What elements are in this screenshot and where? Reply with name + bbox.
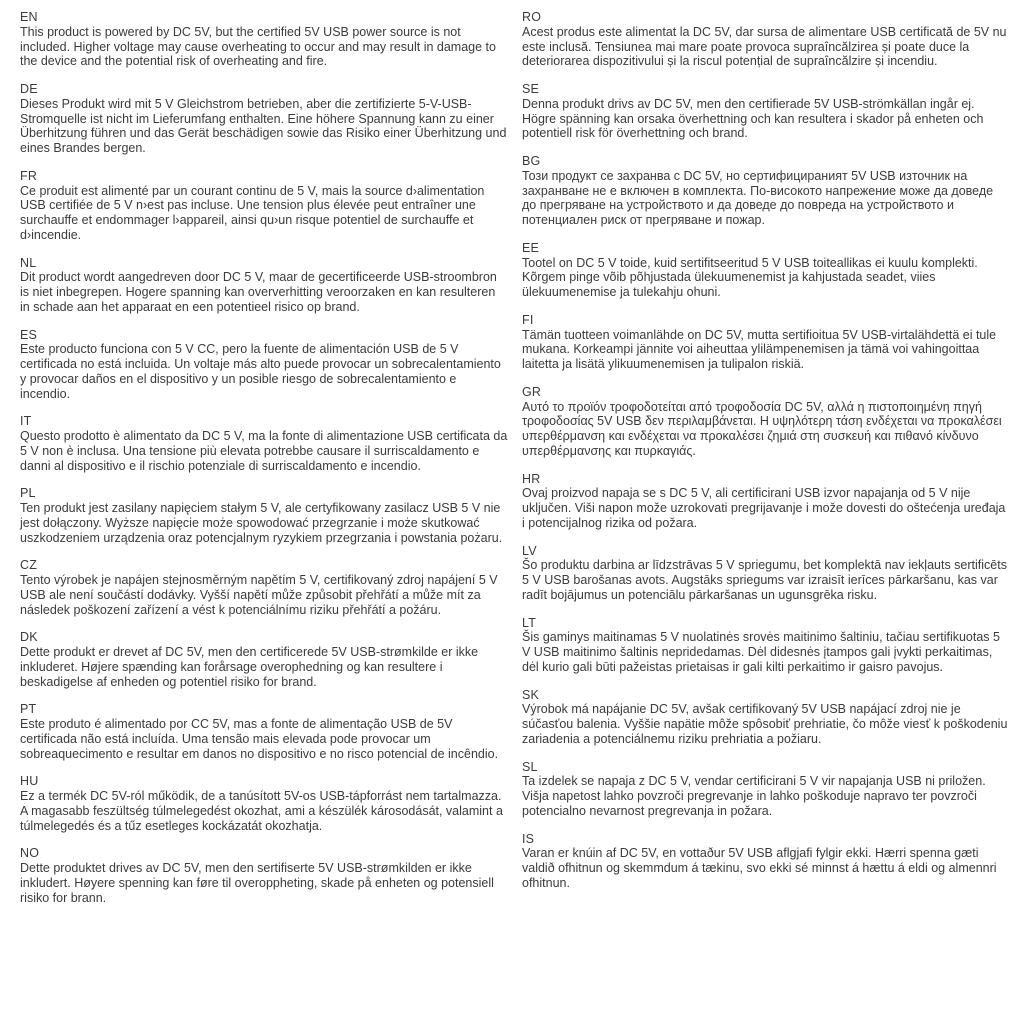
language-code: FR [20,168,38,183]
language-code: HU [20,774,39,789]
language-section-pt [20,702,508,761]
language-code: IS [522,831,535,846]
language-section-bg [522,154,1010,228]
column-right [522,10,1010,918]
language-code: SL [522,759,538,774]
language-code: GR [522,384,542,399]
language-section-en [20,10,508,69]
language-text: Šo produktu darbina ar līdzstrāvas 5 V spriegumu, bet komplektā nav iekļauts sertificēts 5 V USB barošanas avots. Augstāks spriegums var izraisīt ierīces pārkaršanu, kas var radīt bojājumus un potenciālu pārkaršanas un ugunsgrēka risku. [522,558,1007,602]
language-code: PT [20,702,37,717]
language-section-hr [522,472,1010,531]
language-text: Denna produkt drivs av DC 5V, men den certifierade 5V USB-strömkällan ingår ej. Högre spänning kan orsaka överhettning och kan resultera i skador på enheten och potentiell risk för överhettning och brand. [522,96,984,141]
language-code: SK [522,687,540,702]
language-text: Този продукт се захранва с DC 5V, но сертифицираният 5V USB източник на захранване не е включен в комплекта. По-високото напрежение може да доведе до прегряване на устройството и да доведе до повреда на устройството и потенциален риск от прегряване и пожар. [522,168,994,227]
language-section-se [522,82,1010,141]
language-section-sl [522,760,1010,819]
language-code: NL [20,255,37,270]
language-code: DK [20,630,38,645]
language-text: This product is powered by DC 5V, but the certified 5V USB power source is not included. Higher voltage may cause overheating to occur and may result in damage to the device and the potential risk of overheating and fire. [20,24,496,69]
language-text: Ta izdelek se napaja z DC 5 V, vendar certificirani 5 V vir napajanja USB ni priložen. Višja napetost lahko povzroči pregrevanje in lahko poškoduje napravo ter povzroči potencialno nevarnost pregrevanja in požara. [522,774,986,818]
language-section-is [522,832,1010,891]
language-section-it [20,414,508,473]
language-section-gr [522,385,1010,459]
language-code: HR [522,471,541,486]
language-text: Dieses Produkt wird mit 5 V Gleichstrom betrieben, aber die zertifizierte 5-V-USB-Stromquelle ist nicht im Lieferumfang enthalten. Eine höhere Spannung kann zu einer Überhitzung führen und das Gerät beschädigen sowie das Risiko einer Überhitzung und eines Brandes bergen. [20,96,507,155]
language-code: RO [522,10,542,24]
language-section-ee [522,241,1010,300]
language-text: Αυτό το προϊόν τροφοδοτείται από τροφοδοσία DC 5V, αλλά η πιστοποιημένη πηγή τροφοδοσίας 5V USB δεν περιλαμβάνεται. Η υψηλότερη τάση ενδέχεται να προκαλέσει υπερθέρμανση και ενδέχεται να προκαλέσει ζημιά στη συσκευή και πιθανό κίνδυνο υπερθέρμανσης και πυρκαγιάς. [522,399,1002,458]
language-code: DE [20,82,38,96]
language-section-fi [522,313,1010,372]
language-text: Šis gaminys maitinamas 5 V nuolatinės srovės maitinimo šaltiniu, tačiau sertifikuotas 5 V USB maitinimo šaltinis nepridedamas. Dėl didesnės įtampos gali įvykti perkaitimas, dėl kurio gali būti pažeistas prietaisas ir gali kilti perkaitimo ir gaisro pavojus. [522,630,1000,674]
language-code: PL [20,486,36,501]
language-section-sk [522,688,1010,747]
column-left [20,10,508,918]
language-section-pl [20,486,508,545]
language-code: EN [20,10,38,24]
language-text: Ten produkt jest zasilany napięciem stałym 5 V, ale certyfikowany zasilacz USB 5 V nie jest dołączony. Wyższe napięcie może spowodować przegrzanie i może skutkować uszkodzeniem urządzenia oraz potencjalnym ryzykiem przegrzania i powstania pożaru. [20,501,503,545]
language-text: Tämän tuotteen voimanlähde on DC 5V, mutta sertifioitua 5V USB-virtalähdettä ei tule mukana. Korkeampi jännite voi aiheuttaa ylilämpenemisen ja tämä voi vahingoittaa laitetta ja lisätä ylikuumenemisen ja tulipalon riskiä. [522,327,997,371]
language-text: Acest produs este alimentat la DC 5V, dar sursa de alimentare USB certificată de 5V nu este inclusă. Tensiunea mai mare poate provoca supraîncălzirea și poate duce la deteriorarea dispozitivului și la riscul potențial de supraîncălzire și incendiu. [522,24,1007,69]
language-section-nl [20,256,508,315]
language-section-es [20,328,508,402]
language-code: IT [20,414,32,429]
language-text: Ovaj proizvod napaja se s DC 5 V, ali certificirani USB izvor napajanja od 5 V nije uključen. Viši napon može uzrokovati pregrijavanje i može dovesti do oštećenja uređaja i potencijalnog rizika od požara. [522,486,1006,530]
language-text: Tootel on DC 5 V toide, kuid sertifitseeritud 5 V USB toiteallikas ei kuulu komplekti. Kõrgem pinge võib põhjustada ülekuumenemist ja kahjustada seadet, viies ülekuumenemise ja tulekahju ohuni. [522,255,978,299]
language-text: Dette produkt er drevet af DC 5V, men den certificerede 5V USB-strømkilde er ikke inkluderet. Højere spænding kan forårsage overophedning og kan resultere i beskadigelse af enheden og potentiel risiko for brand. [20,645,479,689]
language-code: CZ [20,558,38,573]
language-section-fr [20,169,508,243]
language-section-lv [522,544,1010,603]
language-code: FI [522,312,534,327]
language-code: BG [522,154,541,168]
language-section-de [20,82,508,156]
language-code: ES [20,327,38,342]
language-text: Este produto é alimentado por CC 5V, mas a fonte de alimentação USB de 5V certificada não está incluída. Uma tensão mais elevada pode provocar um sobreaquecimento e resultar em danos no dispositivo e no risco potencial de incêndio. [20,717,499,761]
language-section-ro [522,10,1010,69]
language-text: Questo prodotto è alimentato da DC 5 V, ma la fonte di alimentazione USB certificata da 5 V non è inclusa. Una tensione più elevata potrebbe causare il surriscaldamento e danni al dispositivo e il rischio potenziale di surriscaldamento e incendio. [20,429,508,473]
language-text: Ez a termék DC 5V-ról működik, de a tanúsított 5V-os USB-tápforrást nem tartalmazza. A magasabb feszültség túlmelegedést okozhat, ami a készülék károsodását, valamint a túlmelegedés és a tűz esetleges kockázatát okozhatja. [20,789,503,833]
language-code: LV [522,543,537,558]
language-text: Dit product wordt aangedreven door DC 5 V, maar de gecertificeerde USB-stroombron is niet inbegrepen. Hogere spanning kan oververhitting veroorzaken en kan resulteren in schade aan het apparaat en een potentieel risico op brand. [20,270,497,314]
language-section-dk [20,630,508,689]
language-text: Výrobok má napájanie DC 5V, avšak certifikovaný 5V USB napájací zdroj nie je súčasťou balenia. Vyššie napätie môže spôsobiť prehriatie, čo môže viesť k poškodeniu zariadenia a potenciálnemu riziku prehriatia a požiaru. [522,702,1008,746]
language-text: Dette produktet drives av DC 5V, men den sertifiserte 5V USB-strømkilden er ikke inkludert. Høyere spenning kan føre til overoppheting, skade på enheten og potensiell risiko for brann. [20,861,494,905]
language-section-lt [522,616,1010,675]
language-section-no [20,846,508,905]
language-code: EE [522,240,540,255]
language-section-hu [20,774,508,833]
language-code: SE [522,82,540,96]
language-code: LT [522,615,537,630]
language-code: NO [20,846,40,861]
language-text: Tento výrobek je napájen stejnosměrným napětím 5 V, certifikovaný zdroj napájení 5 V USB ale není součástí dodávky. Vyšší napětí může způsobit přehřátí a může mít za následek poškození zařízení a vést k potenciálnímu riziku přehřátí a požáru. [20,573,498,617]
language-text: Varan er knúin af DC 5V, en vottaður 5V USB aflgjafi fylgir ekki. Hærri spenna gæti valdið ofhitnun og skemmdum á tækinu, svo ekki sé minnst á hættu á eldi og almennri ofhitnun. [522,846,997,890]
language-text: Este producto funciona con 5 V CC, pero la fuente de alimentación USB de 5 V certificada no está incluida. Un voltaje más alto puede provocar un sobrecalentamiento y provocar daños en el dispositivo y un posible riesgo de sobrecalentamiento e incendio. [20,342,501,401]
language-section-cz [20,558,508,617]
language-text: Ce produit est alimenté par un courant continu de 5 V, mais la source d›alimentation USB certifiée de 5 V n›est pas incluse. Une tension plus élevée peut entraîner une surchauffe et endommager l›appareil, ainsi qu›un risque potentiel de surchauffe et d›incendie. [20,183,485,242]
